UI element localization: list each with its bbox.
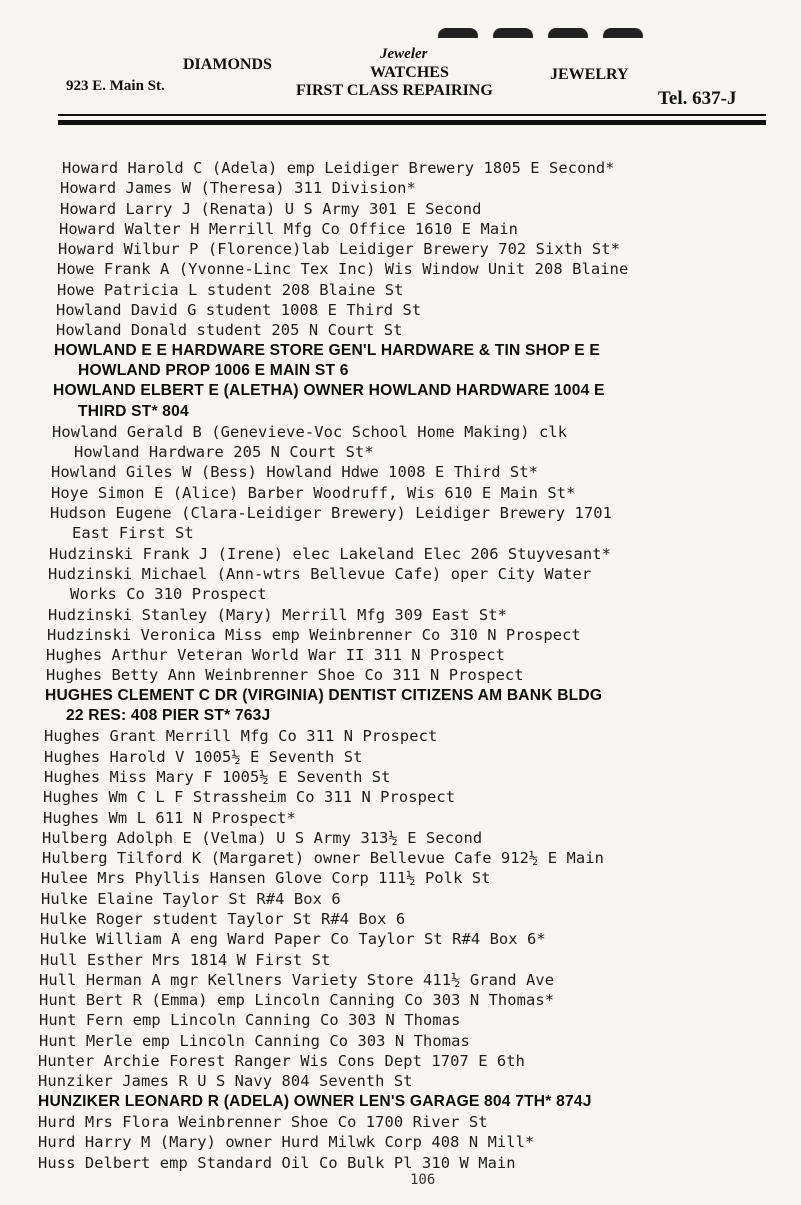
header-telephone: Tel. 637-J (658, 88, 737, 109)
directory-entry: Hoye Simon E (Alice) Barber Woodruff, Wis 610 E Main St* (51, 483, 576, 502)
directory-entry: Hull Esther Mrs 1814 W First St (40, 950, 331, 969)
directory-entry: Hughes Grant Merrill Mfg Co 311 N Prospect (44, 727, 438, 746)
directory-entry: Hughes Arthur Veteran World War II 311 N Prospect (46, 646, 505, 665)
directory-entry: East First St (72, 524, 194, 543)
directory-entry: Hudzinski Veronica Miss emp Weinbrenner Co 310 N Prospect (47, 625, 581, 644)
directory-entry: Hurd Mrs Flora Weinbrenner Shoe Co 1700 River St (38, 1112, 488, 1131)
header-jeweler: Jeweler (380, 46, 428, 62)
directory-entry: Hughes Miss Mary F 1005½ E Seventh St (44, 767, 391, 786)
directory-entry: Hunt Merle emp Lincoln Canning Co 303 N Thomas (39, 1031, 470, 1050)
directory-entry: Hudzinski Michael (Ann-wtrs Bellevue Cafe) oper City Water (48, 564, 592, 583)
directory-entry: 22 RES: 408 PIER ST* 763J (66, 707, 271, 725)
directory-entry: Hudzinski Frank J (Irene) elec Lakeland Elec 206 Stuyvesant* (49, 544, 611, 563)
directory-entry: Hunt Fern emp Lincoln Canning Co 303 N Thomas (39, 1011, 461, 1030)
directory-entry: Hughes Wm L 611 N Prospect* (43, 808, 296, 827)
directory-entry: Hulberg Adolph E (Velma) U S Army 313½ E Second (42, 828, 483, 847)
header-watches: WATCHES (370, 64, 449, 81)
directory-entry: Hunter Archie Forest Ranger Wis Cons Dept 1707 E 6th (38, 1052, 526, 1071)
directory-entry: Howland David G student 1008 E Third St (56, 301, 422, 320)
directory-entry: Howard Harold C (Adela) emp Leidiger Brewery 1805 E Second* (62, 159, 615, 177)
advertisement-header (58, 38, 766, 120)
directory-entry: HUGHES CLEMENT C DR (VIRGINIA) DENTIST CITIZENS AM BANK BLDG (45, 686, 603, 704)
directory-entry: Hulee Mrs Phyllis Hansen Glove Corp 111½ Polk St (41, 869, 491, 888)
directory-listing (38, 158, 778, 1173)
directory-entry: Hulke Roger student Taylor St R#4 Box 6 (40, 909, 406, 928)
header-diamonds: DIAMONDS (183, 56, 272, 73)
directory-entry: Howland Giles W (Bess) Howland Hdwe 1008 E Third St* (51, 463, 539, 482)
directory-entry: HOWLAND E E HARDWARE STORE GEN'L HARDWARE & TIN SHOP E E (54, 341, 601, 359)
header-rule-thick (58, 120, 766, 125)
directory-entry: HUNZIKER LEONARD R (ADELA) OWNER LEN'S GARAGE 804 7TH* 874J (38, 1092, 592, 1110)
directory-entry: Hughes Wm C L F Strassheim Co 311 N Prospect (43, 788, 456, 807)
directory-entry: Hull Herman A mgr Kellners Variety Store 411½ Grand Ave (39, 970, 555, 989)
header-jewelry: JEWELRY (550, 66, 629, 83)
directory-entry: Hurd Harry M (Mary) owner Hurd Milwk Corp 408 N Mill* (38, 1133, 535, 1152)
directory-entry: Howard Larry J (Renata) U S Army 301 E Second (60, 199, 482, 218)
directory-entry: Hunt Bert R (Emma) emp Lincoln Canning Co 303 N Thomas* (39, 991, 555, 1010)
directory-entry: Howard James W (Theresa) 311 Division* (60, 179, 416, 198)
directory-entry: Howe Patricia L student 208 Blaine St (57, 280, 404, 299)
directory-entry: Hulke William A eng Ward Paper Co Taylor St R#4 Box 6* (40, 930, 546, 949)
page-number: 106 (410, 1172, 436, 1188)
directory-entry: Howard Wilbur P (Florence)lab Leidiger Brewery 702 Sixth St* (58, 240, 620, 259)
header-rule-thin (58, 114, 766, 116)
directory-entry: Hulberg Tilford K (Margaret) owner Bellevue Cafe 912½ E Main (42, 849, 604, 868)
directory-entry: Works Co 310 Prospect (70, 585, 267, 604)
directory-entry: Hughes Betty Ann Weinbrenner Shoe Co 311 N Prospect (46, 666, 524, 685)
header-repairing: FIRST CLASS REPAIRING (296, 82, 493, 99)
directory-entry: THIRD ST* 804 (78, 402, 189, 420)
directory-entry: Hughes Harold V 1005½ E Seventh St (44, 747, 363, 766)
header-address: 923 E. Main St. (66, 78, 165, 94)
directory-entry: Hudzinski Stanley (Mary) Merrill Mfg 309 East St* (48, 605, 507, 624)
directory-entry: Howland Hardware 205 N Court St* (74, 443, 374, 462)
directory-entry: Howland Donald student 205 N Court St (56, 321, 403, 340)
directory-entry: HOWLAND PROP 1006 E MAIN ST 6 (78, 361, 349, 379)
directory-entry: Huss Delbert emp Standard Oil Co Bulk Pl 310 W Main (38, 1153, 516, 1172)
directory-entry: Howland Gerald B (Genevieve-Voc School Home Making) clk (52, 422, 568, 441)
directory-entry: Howe Frank A (Yvonne-Linc Tex Inc) Wis Window Unit 208 Blaine (57, 260, 629, 279)
directory-entry: Hulke Elaine Taylor St R#4 Box 6 (41, 889, 341, 908)
directory-entry: Hudson Eugene (Clara-Leidiger Brewery) Leidiger Brewery 1701 (50, 504, 612, 523)
directory-entry: Howard Walter H Merrill Mfg Co Office 1610 E Main (59, 219, 518, 238)
directory-entry: Hunziker James R U S Navy 804 Seventh St (38, 1072, 413, 1091)
cropped-banner-lettering (438, 22, 678, 38)
directory-entry: HOWLAND ELBERT E (ALETHA) OWNER HOWLAND HARDWARE 1004 E (53, 382, 605, 400)
